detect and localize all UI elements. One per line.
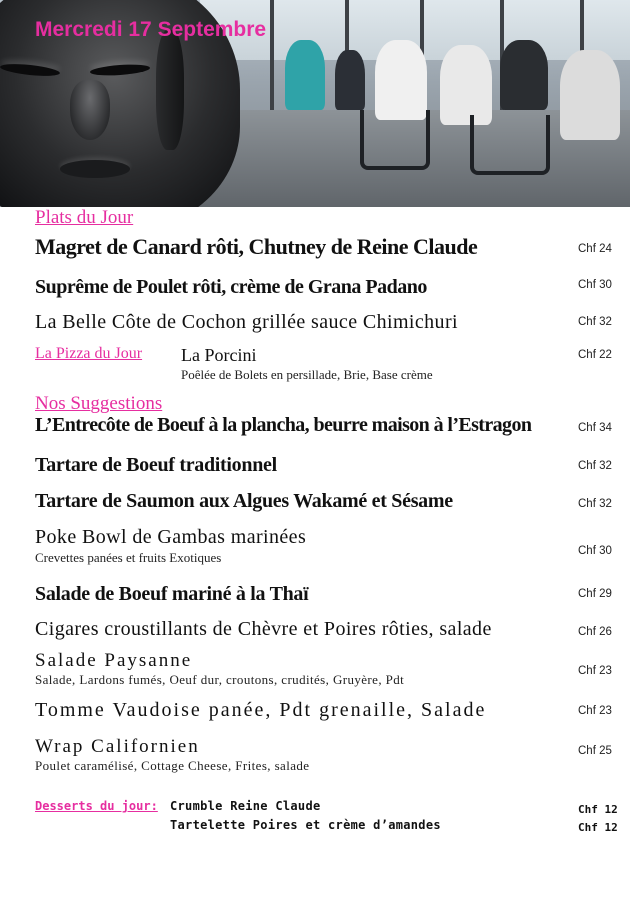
photo-chair: [360, 110, 430, 170]
dish-price: Chf 32: [578, 460, 612, 472]
dish-name: Salade de Boeuf mariné à la Thaï: [35, 583, 309, 605]
dish-price: Chf 30: [578, 545, 612, 557]
buddha-eye: [90, 63, 151, 77]
buddha-lips: [60, 160, 130, 178]
buddha-nose: [70, 80, 110, 140]
section-title-pizza-du-jour: La Pizza du Jour: [35, 345, 143, 362]
photo-guest: [440, 45, 492, 125]
dessert-name: Tartelette Poires et crème d’amandes: [170, 818, 441, 832]
photo-chair: [470, 115, 550, 175]
dish-price: Chf 25: [578, 745, 612, 757]
dish-price: Chf 29: [578, 588, 612, 600]
buddha-eye: [0, 62, 60, 78]
dish-name: Wrap Californien: [35, 736, 200, 757]
buddha-ear: [156, 30, 184, 150]
dessert-price: Chf 12: [578, 821, 618, 834]
pizza-description: Poêlée de Bolets en persillade, Brie, Base crème: [181, 367, 433, 382]
photo-guest: [560, 50, 620, 140]
dish-price: Chf 32: [578, 316, 612, 328]
dish-price: Chf 26: [578, 626, 612, 638]
dessert-price: Chf 12: [578, 803, 618, 816]
dish-name: Poke Bowl de Gambas marinées: [35, 526, 307, 548]
dish-name: Tomme Vaudoise panée, Pdt grenaille, Salade: [35, 699, 487, 721]
dish-price: Chf 32: [578, 498, 612, 510]
dish-name: Cigares croustillants de Chèvre et Poires rôties, salade: [35, 618, 492, 640]
dessert-name: Crumble Reine Claude: [170, 799, 321, 813]
photo-railing: [270, 0, 274, 110]
section-title-plats-du-jour: Plats du Jour: [35, 207, 134, 228]
dish-price: Chf 23: [578, 665, 612, 677]
dish-name: Suprême de Poulet rôti, crème de Grana Padano: [35, 276, 427, 298]
dish-price: Chf 34: [578, 422, 612, 434]
photo-guest: [335, 50, 365, 110]
menu-date: Mercredi 17 Septembre: [35, 18, 267, 41]
section-title-nos-suggestions: Nos Suggestions: [35, 393, 163, 414]
pizza-price: Chf 22: [578, 349, 612, 361]
dish-price: Chf 30: [578, 279, 612, 291]
dish-name: Tartare de Saumon aux Algues Wakamé et Sésame: [35, 490, 453, 512]
dish-name: Salade Paysanne: [35, 650, 193, 671]
dish-name: La Belle Côte de Cochon grillée sauce Chimichuri: [35, 311, 458, 333]
dish-description: Salade, Lardons fumés, Oeuf dur, croutons, crudités, Gruyère, Pdt: [35, 672, 405, 687]
dish-name: Tartare de Boeuf traditionnel: [35, 454, 277, 476]
dish-price: Chf 23: [578, 705, 612, 717]
dish-name: Magret de Canard rôti, Chutney de Reine Claude: [35, 234, 478, 259]
photo-guest: [375, 40, 427, 120]
desserts-label: Desserts du jour:: [35, 799, 158, 813]
dish-description: Crevettes panées et fruits Exotiques: [35, 550, 222, 565]
photo-guest: [285, 40, 325, 110]
photo-guest: [500, 40, 548, 110]
pizza-name: La Porcini: [181, 345, 257, 365]
dish-description: Poulet caramélisé, Cottage Cheese, Frites, salade: [35, 758, 310, 773]
dish-price: Chf 24: [578, 243, 612, 255]
dish-name: L’Entrecôte de Boeuf à la plancha, beurre maison à l’Estragon: [35, 414, 532, 436]
